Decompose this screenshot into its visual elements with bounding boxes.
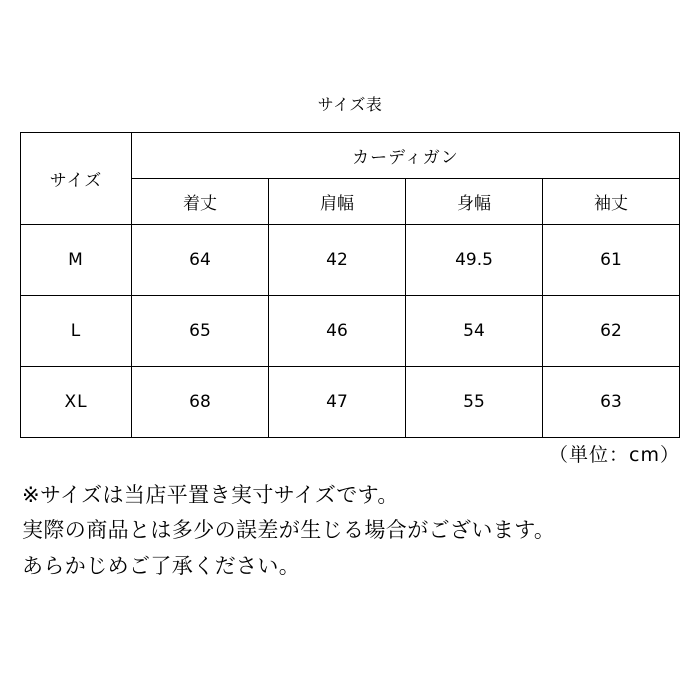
note-line-1: 実際の商品とは多少の誤差が生じる場合がございます。 (22, 518, 556, 543)
cell-0-2: 49.5 (406, 225, 543, 296)
cell-size-1: L (21, 296, 132, 367)
table-row (21, 367, 680, 438)
cell-2-3: 63 (543, 367, 680, 438)
cell-2-1: 47 (269, 367, 406, 438)
cell-1-2: 54 (406, 296, 543, 367)
header-measure-2: 身幅 (406, 179, 543, 225)
table-row (21, 225, 680, 296)
header-size: サイズ (21, 133, 132, 225)
cell-0-3: 61 (543, 225, 680, 296)
table-row (21, 296, 680, 367)
cell-size-2: XL (21, 367, 132, 438)
size-table (20, 132, 680, 438)
header-measure-1: 肩幅 (269, 179, 406, 225)
page-title: サイズ表 (317, 95, 383, 114)
cell-1-0: 65 (132, 296, 269, 367)
header-measure-0: 着丈 (132, 179, 269, 225)
cell-0-0: 64 (132, 225, 269, 296)
cell-0-1: 42 (269, 225, 406, 296)
cell-1-3: 62 (543, 296, 680, 367)
cell-1-1: 46 (269, 296, 406, 367)
table-header-row (21, 133, 680, 179)
note-line-0: ※サイズは当店平置き実寸サイズです。 (22, 483, 399, 507)
cell-size-0: M (21, 225, 132, 296)
notes-block (22, 478, 682, 584)
cell-2-0: 68 (132, 367, 269, 438)
unit-note: （単位：cm） (549, 444, 680, 466)
header-group-cardigan: カーディガン (132, 133, 680, 179)
note-line-2: あらかじめご了承ください。 (22, 553, 301, 578)
cell-2-2: 55 (406, 367, 543, 438)
header-measure-3: 袖丈 (543, 179, 680, 225)
